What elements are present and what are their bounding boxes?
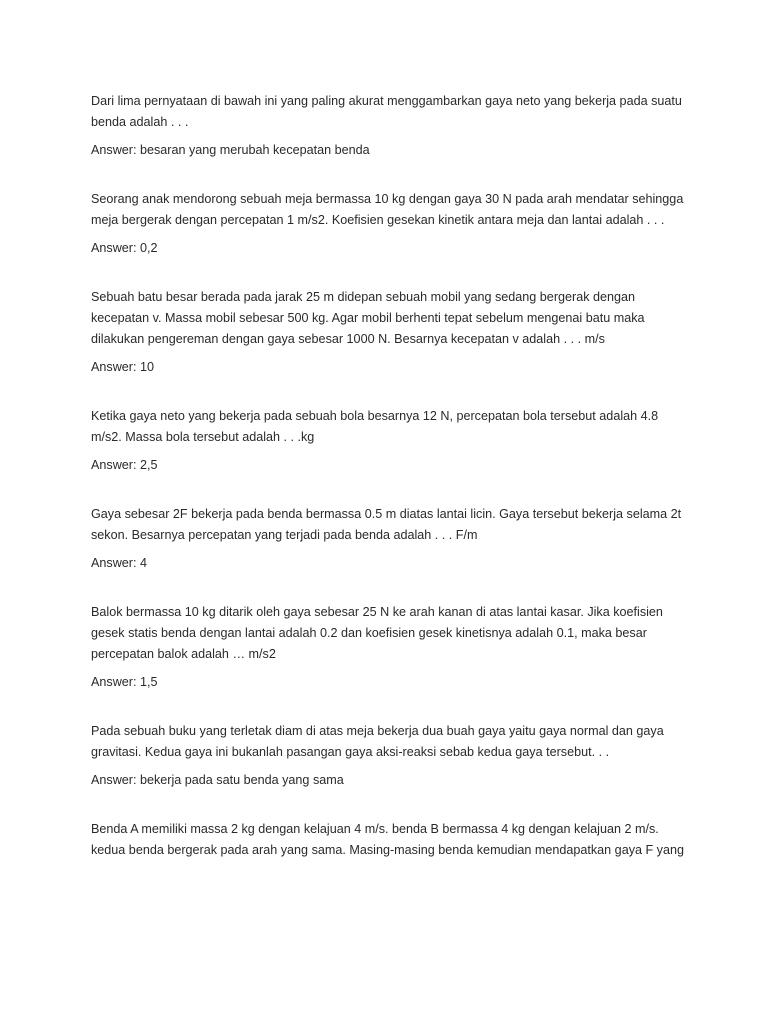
qa-item xyxy=(91,406,691,476)
question-text: Benda A memiliki massa 2 kg dengan kelajuan 4 m/s. benda B bermassa 4 kg dengan kelajuan 2 m/s. kedua benda bergerak pada arah yang sama. Masing-masing benda kemudian mendapatkan gaya F yang xyxy=(91,822,684,857)
question-text: Pada sebuah buku yang terletak diam di atas meja bekerja dua buah gaya yaitu gaya normal dan gaya gravitasi. Kedua gaya ini bukanlah pasangan gaya aksi-reaksi sebab kedua gaya tersebut. . . xyxy=(91,724,664,759)
answer-text: Answer: 1,5 xyxy=(91,675,158,689)
answer-text: Answer: 10 xyxy=(91,360,154,374)
question-text: Balok bermassa 10 kg ditarik oleh gaya sebesar 25 N ke arah kanan di atas lantai kasar. Jika koefisien gesek statis benda dengan lantai adalah 0.2 dan koefisien gesek kinetisnya adalah 0.1, maka besar percepatan balok adalah … m/s2 xyxy=(91,605,663,661)
answer-text: Answer: 0,2 xyxy=(91,241,158,255)
qa-item xyxy=(91,602,691,693)
answer-text: Answer: 2,5 xyxy=(91,458,158,472)
qa-item xyxy=(91,819,691,861)
qa-item xyxy=(91,721,691,791)
answer-text: Answer: bekerja pada satu benda yang sama xyxy=(91,773,344,787)
document-content xyxy=(91,91,691,889)
question-text: Gaya sebesar 2F bekerja pada benda bermassa 0.5 m diatas lantai licin. Gaya tersebut bekerja selama 2t sekon. Besarnya percepatan yang terjadi pada benda adalah . . . F/m xyxy=(91,507,682,542)
question-text: Dari lima pernyataan di bawah ini yang paling akurat menggambarkan gaya neto yang bekerja pada suatu benda adalah . . . xyxy=(91,94,682,129)
answer-text: Answer: besaran yang merubah kecepatan benda xyxy=(91,143,370,157)
answer-text: Answer: 4 xyxy=(91,556,147,570)
question-text: Ketika gaya neto yang bekerja pada sebuah bola besarnya 12 N, percepatan bola tersebut adalah 4.8 m/s2. Massa bola tersebut adalah . . .kg xyxy=(91,409,659,444)
question-text: Sebuah batu besar berada pada jarak 25 m didepan sebuah mobil yang sedang bergerak dengan kecepatan v. Massa mobil sebesar 500 kg. Agar mobil berhenti tepat sebelum mengenai batu maka dilakukan pengereman dengan gaya sebesar 1000 N. Besarnya kecepatan v adalah . . . m/s xyxy=(91,290,645,346)
question-text: Seorang anak mendorong sebuah meja bermassa 10 kg dengan gaya 30 N pada arah mendatar sehingga meja bergerak dengan percepatan 1 m/s2. Koefisien gesekan kinetik antara meja dan lantai adalah . . . xyxy=(91,192,684,227)
qa-item xyxy=(91,287,691,378)
qa-item xyxy=(91,91,691,161)
qa-item xyxy=(91,504,691,574)
qa-item xyxy=(91,189,691,259)
